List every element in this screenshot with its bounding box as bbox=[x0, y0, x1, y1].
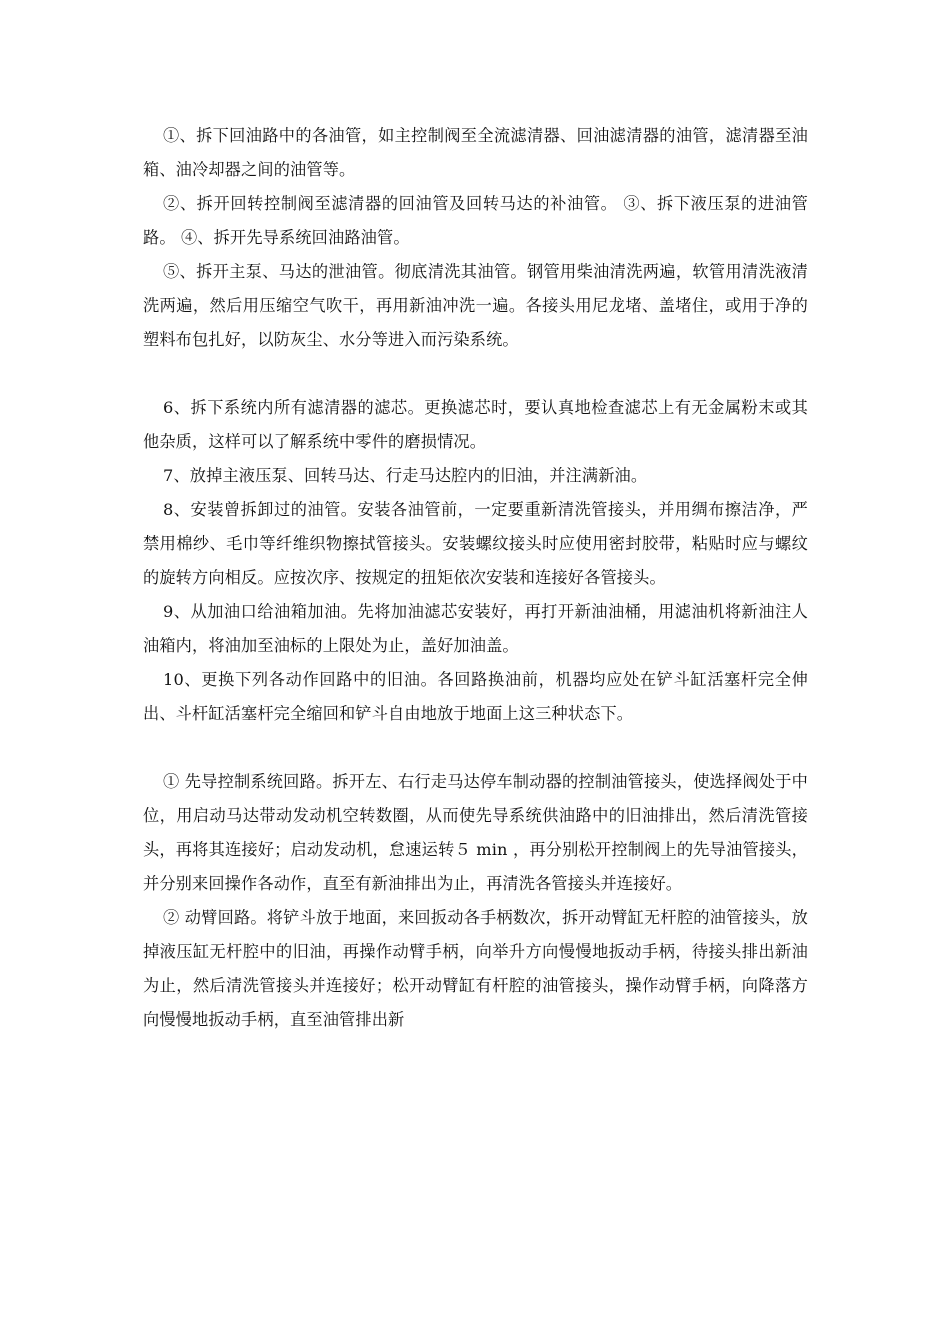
paragraph-spacer bbox=[143, 357, 808, 391]
paragraph-step-6: 6、拆下系统内所有滤清器的滤芯。更换滤芯时，要认真地检查滤芯上有无金属粉末或其他杂质，这样可以了解系统中零件的磨损情况。 bbox=[143, 398, 808, 451]
document-body bbox=[143, 119, 808, 1037]
paragraph-step-9: 9、从加油口给油箱加油。先将加油滤芯安装好，再打开新油油桶，用滤油机将新油注人油箱内，将油加至油标的上限处为止，盖好加油盖。 bbox=[143, 602, 808, 655]
paragraph-pilot-circuit: ① 先导控制系统回路。拆开左、右行走马达停车制动器的控制油管接头，使选择阀处于中位，用启动马达带动发动机空转数圈，从而使先导系统供油路中的旧油排出，然后清洗管接头，再将其连接好；启动发动机，怠速运转５ min ，再分别松开控制阀上的先导油管接头，并分别来回操作各动作，直至有新油排出为止，再清洗各管接头并连接好。 bbox=[143, 772, 808, 893]
paragraph-step-1: ①、拆下回油路中的各油管，如主控制阀至全流滤清器、回油滤清器的油管，滤清器至油箱、油冷却器之间的油管等。 bbox=[143, 126, 808, 179]
paragraph-boom-circuit: ② 动臂回路。将铲斗放于地面，来回扳动各手柄数次，拆开动臂缸无杆腔的油管接头，放掉液压缸无杆腔中的旧油，再操作动臂手柄，向举升方向慢慢地扳动手柄，待接头排出新油为止，然后清洗管接头并连接好；松开动臂缸有杆腔的油管接头，操作动臂手柄，向降落方向慢慢地扳动手柄，直至油管排出新 bbox=[143, 908, 808, 1029]
paragraph-step-2-3-4: ②、拆开回转控制阀至滤清器的回油管及回转马达的补油管。 ③、拆下液压泵的进油管路。 ④、拆开先导系统回油路油管。 bbox=[143, 194, 808, 247]
paragraph-step-7: 7、放掉主液压泵、回转马达、行走马达腔内的旧油，并注满新油。 bbox=[163, 466, 648, 485]
paragraph-step-10: 10、更换下列各动作回路中的旧油。各回路换油前，机器均应处在铲斗缸活塞杆完全伸出、斗杆缸活塞杆完全缩回和铲斗自由地放于地面上这三种状态下。 bbox=[143, 670, 808, 723]
paragraph-step-5: ⑤、拆开主泵、马达的泄油管。彻底清洗其油管。钢管用柴油清洗两遍，软管用清洗液清洗两遍，然后用压缩空气吹干，再用新油冲洗一遍。各接头用尼龙堵、盖堵住，或用于净的塑料布包扎好，以防灰尘、水分等进入而污染系统。 bbox=[143, 262, 808, 349]
paragraph-spacer bbox=[143, 731, 808, 765]
paragraph-step-8: 8、安装曾拆卸过的油管。安装各油管前，一定要重新清洗管接头，并用绸布擦洁净，严禁用棉纱、毛巾等纤维织物擦拭管接头。安装螺纹接头时应使用密封胶带，粘贴时应与螺纹的旋转方向相反。应按次序、按规定的扭矩依次安装和连接好各管接头。 bbox=[143, 500, 808, 587]
